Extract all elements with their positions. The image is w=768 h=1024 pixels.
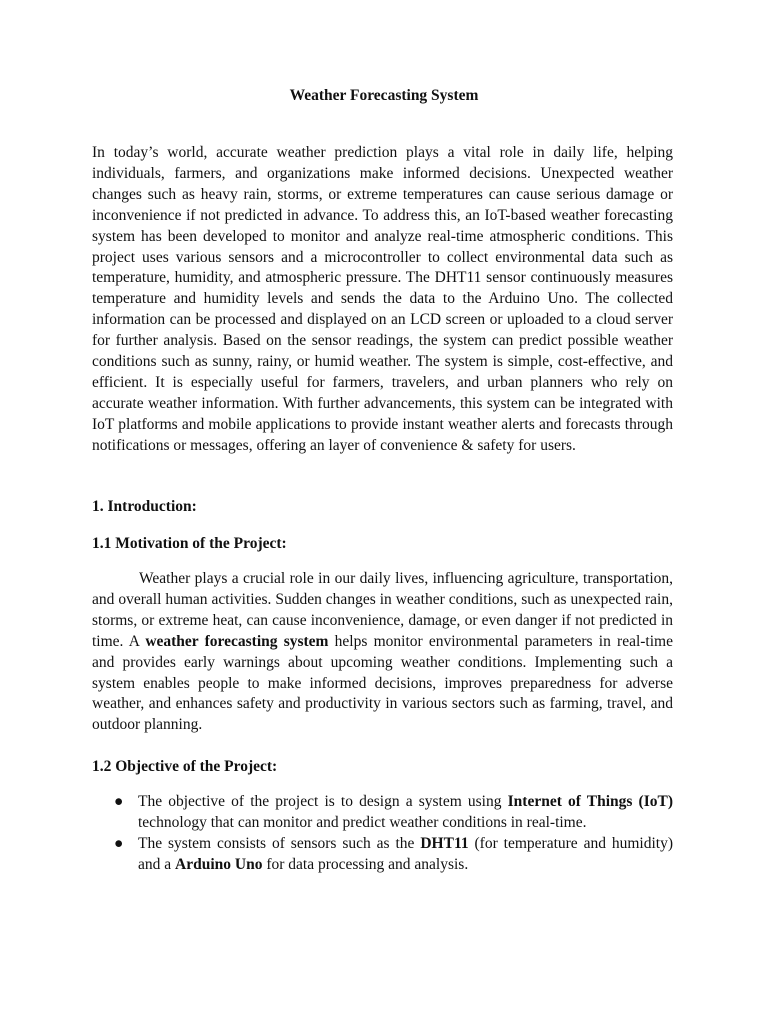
motivation-text-b: helps monitor environmental parameters in real-time and provides early warnings about upcoming weather conditions. Implementing such a system enables people to make informed decisions, improves preparedness for adverse weather, and enhances safety and productivity in various sectors such as farming, travel, and outdoor planning. — [92, 632, 673, 734]
section-1-1-heading: 1.1 Motivation of the Project: — [92, 535, 287, 552]
motivation-bold-term: weather forecasting system — [145, 632, 329, 650]
bullet-text-c: for data processing and analysis. — [266, 855, 469, 873]
bullet-text-a: The objective of the project is to design a system using — [138, 793, 502, 810]
bullet-icon: ● — [114, 834, 124, 852]
objective-list — [92, 792, 673, 876]
bullet-bold-term: Arduino Uno — [175, 855, 263, 873]
section-1-2-heading: 1.2 Objective of the Project: — [92, 758, 278, 775]
bullet-icon: ● — [114, 793, 124, 810]
bullet-text-b: technology that can monitor and predict weather conditions in real-time. — [138, 813, 587, 831]
section-1-heading: 1. Introduction: — [92, 498, 197, 515]
motivation-paragraph — [92, 569, 673, 736]
intro-paragraph: In today’s world, accurate weather prediction plays a vital role in daily life, helping individuals, farmers, and organizations make informed decisions. Unexpected weather changes such as heavy rain, storms, or extreme temperatures can cause serious damage or inconvenience if not predicted in advance. To address this, an IoT-based weather forecasting system has been developed to monitor and analyze real-time atmospheric conditions. This project uses various sensors and a microcontroller to collect environmental data such as temperature, humidity, and atmospheric pressure. The DHT11 sensor continuously measures temperature and humidity levels and sends the data to the Arduino Uno. The collected information can be processed and displayed on an LCD screen or uploaded to a cloud server for further analysis. Based on the sensor readings, the system can predict possible weather conditions such as sunny, rainy, or humid weather. The system is simple, cost-effective, and efficient. It is especially useful for farmers, travelers, and urban planners who rely on accurate weather information. With further advancements, this system can be integrated with IoT platforms and mobile applications to provide instant weather alerts and forecasts through notifications or messages, offering an layer of convenience & safety for users. — [92, 144, 673, 454]
list-item — [92, 792, 673, 834]
list-item — [92, 834, 673, 876]
bullet-text-b: (for temperature and humidity) and a — [138, 834, 674, 873]
bullet-bold-term: DHT11 — [420, 834, 469, 852]
bullet-text-a: The system consists of sensors such as the — [138, 834, 415, 852]
bullet-bold-term: Internet of Things (IoT) — [507, 793, 673, 810]
document-title: Weather Forecasting System — [289, 87, 479, 104]
motivation-text-a: Weather plays a crucial role in our daily lives, influencing agriculture, transportation, and overall human activities. Sudden changes in weather conditions, such as unexpected rain, storms, or extreme heat, can cause inconvenience, damage, or even danger if not predicted in time. A — [92, 570, 673, 650]
